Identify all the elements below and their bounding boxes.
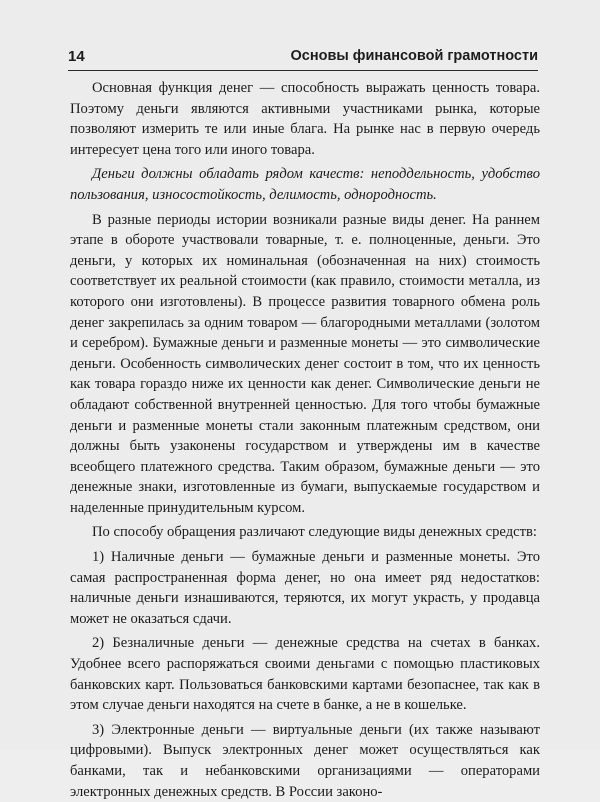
paragraph-circulation-types: По способу обращения различают следующие виды денежных средств: [92, 524, 537, 541]
page-number: 14 [68, 48, 85, 65]
paragraph-money-history: В разные периоды истории возникали разные виды денег. На раннем этапе в обороте участвовали товарные, т. е. полноценные, деньги. Это деньги, у которых их номинальная (обозначенная на них) стоимость соответствует их реальной стоимости (как правило, стоимости металла, из которого они изготовлены). В процессе развития товарного обмена роль денег закрепилась за одним товаром — благородными металлами (золотом и серебром). Бумажные деньги и разменные монеты — это символические деньги. Особенность символических денег состоит в том, что их ценность как товара гораздо ниже их ценности как денег. Символические деньги не обладают собственной внутренней ценностью. Для того чтобы бумажные деньги и разменные монеты стали законным платежным средством, они должны быть узаконены государством и утверждены им в качестве всеобщего платежного средства. Таким образом, бумажные деньги — это денежные знаки, изготовленные из бумаги, выпускаемые государством и наделенные принудительным курсом. [70, 211, 540, 516]
chapter-title: Основы финансовой грамотности [290, 48, 538, 64]
paragraph-money-qualities: Деньги должны обладать рядом качеств: неподдельность, удобство пользования, износостойкость, делимость, однородность. [70, 166, 540, 203]
paragraph-electronic: 3) Электронные деньги — виртуальные деньги (их также называют цифровыми). Выпуск электронных денег может осуществляться как банками, так и небанковскими организациями — операторами электронных денежных средств. В России законо- [70, 721, 540, 800]
paragraph-cash: 1) Наличные деньги — бумажные деньги и разменные монеты. Это самая распространенная форма денег, но она имеет ряд недостатков: наличные деньги изнашиваются, теряются, их могут украсть, у продавца может не оказаться сдачи. [70, 549, 540, 627]
body-text [70, 78, 540, 802]
paragraph-noncash: 2) Безналичные деньги — денежные средства на счетах в банках. Удобнее всего распоряжаться своими деньгами с помощью пластиковых банковских карт. Пользоваться банковскими картами безопаснее, так как в этом случае деньги находятся на счете в банке, а не в кошельке. [70, 635, 540, 714]
paragraph-money-function: Основная функция денег — способность выражать ценность товара. Поэтому деньги являются активными участниками рынка, которые позволяют измерить те или иные блага. На рынке нас в первую очередь интересует цена того или иного товара. [70, 80, 540, 158]
running-header [68, 48, 538, 71]
